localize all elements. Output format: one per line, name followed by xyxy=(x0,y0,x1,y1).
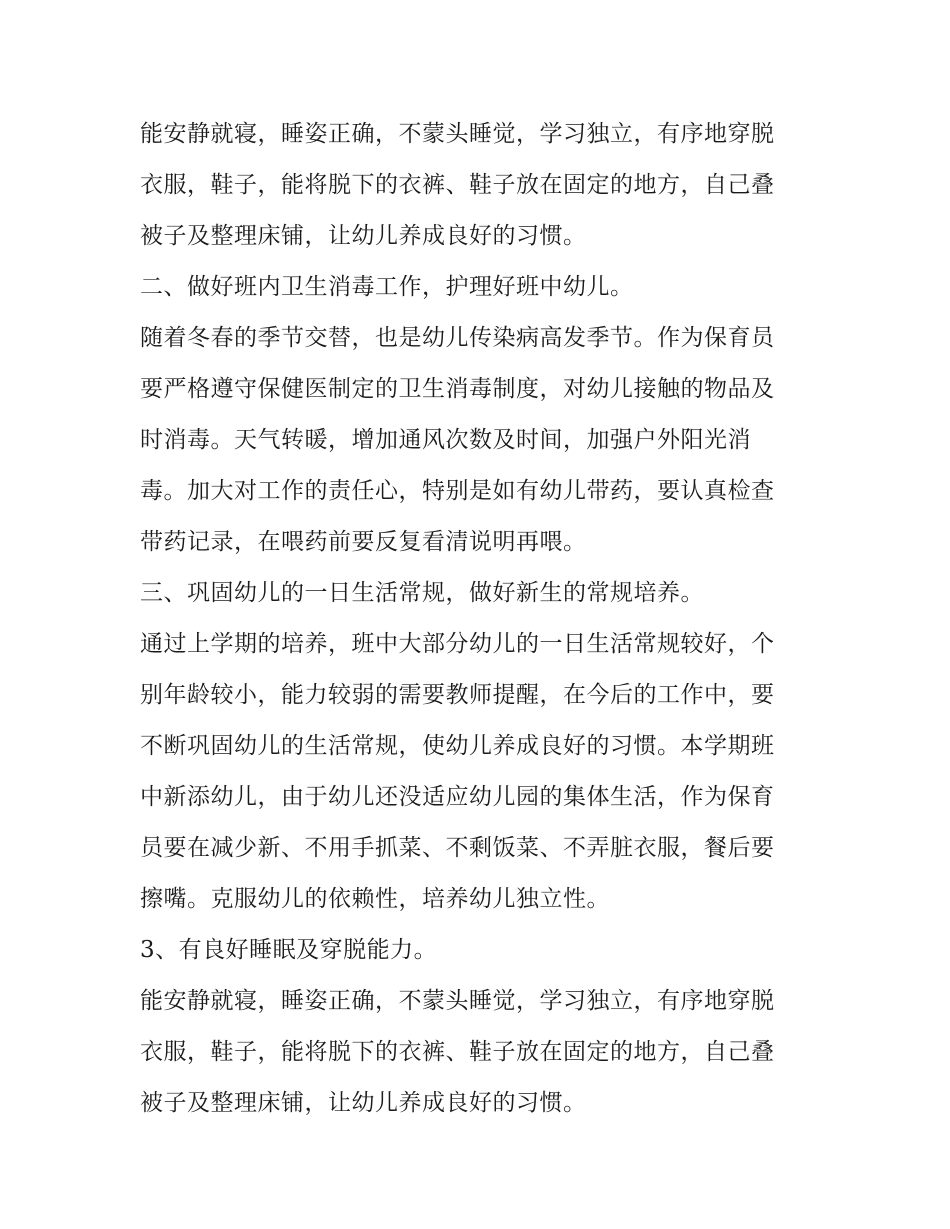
text-line: 中新添幼儿，由于幼儿还没适应幼儿园的集体生活，作为保育 xyxy=(140,784,775,810)
text-line: 毒。加大对工作的责任心，特别是如有幼儿带药，要认真检查 xyxy=(140,478,775,504)
text-line: 衣服，鞋子，能将脱下的衣裤、鞋子放在固定的地方，自己叠 xyxy=(140,172,775,198)
section-heading: 三、巩固幼儿的一日生活常规，做好新生的常规培养。 xyxy=(140,580,704,606)
text-line: 能安静就寝，睡姿正确，不蒙头睡觉，学习独立，有序地穿脱 xyxy=(140,121,775,147)
text-line: 被子及整理床铺，让幼儿养成良好的习惯。 xyxy=(140,223,587,249)
text-line: 时消毒。天气转暖，增加通风次数及时间，加强户外阳光消 xyxy=(140,427,751,453)
text-line: 别年龄较小，能力较弱的需要教师提醒，在今后的工作中，要 xyxy=(140,682,775,708)
text-line: 通过上学期的培养，班中大部分幼儿的一日生活常规较好，个 xyxy=(140,631,775,657)
text-line: 要严格遵守保健医制定的卫生消毒制度，对幼儿接触的物品及 xyxy=(140,376,775,402)
section-heading: 二、做好班内卫生消毒工作，护理好班中幼儿。 xyxy=(140,274,634,300)
text-line: 不断巩固幼儿的生活常规，使幼儿养成良好的习惯。本学期班 xyxy=(140,733,775,759)
text-line: 员要在减少新、不用手抓菜、不剩饭菜、不弄脏衣服，餐后要 xyxy=(140,835,775,861)
text-line: 能安静就寝，睡姿正确，不蒙头睡觉，学习独立，有序地穿脱 xyxy=(140,988,775,1014)
text-line: 带药记录，在喂药前要反复看清说明再喂。 xyxy=(140,529,587,555)
text-line: 随着冬春的季节交替，也是幼儿传染病高发季节。作为保育员 xyxy=(140,325,775,351)
document-body xyxy=(140,109,820,1129)
text-line: 被子及整理床铺，让幼儿养成良好的习惯。 xyxy=(140,1090,587,1116)
subsection-heading: 3、有良好睡眠及穿脱能力。 xyxy=(140,937,438,963)
text-line: 衣服，鞋子，能将脱下的衣裤、鞋子放在固定的地方，自己叠 xyxy=(140,1039,775,1065)
text-line: 擦嘴。克服幼儿的依赖性，培养幼儿独立性。 xyxy=(140,886,610,912)
